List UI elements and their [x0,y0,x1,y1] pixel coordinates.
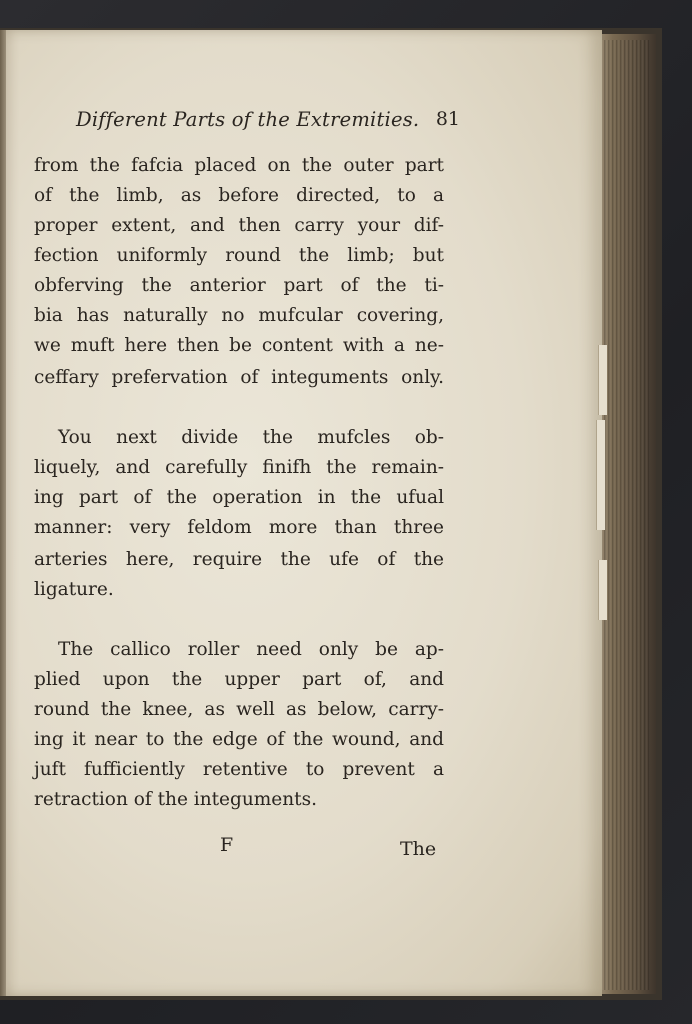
text-line: liquely, and carefully finifh the remain- [34,457,444,478]
text-line: arteries here, require the ufe of the [34,549,444,570]
page-edge-tab [598,560,607,620]
text-line: You next divide the mufcles ob- [58,427,444,448]
page-edge-tab [598,345,607,415]
running-title: Different Parts of the Extremities. [76,108,420,131]
text-line: round the knee, as well as below, carry- [34,699,444,720]
signature-mark: F [220,834,234,856]
page-edge-tab [596,420,605,530]
text-line: from the fafcia placed on the outer part [34,155,444,176]
text-line: ing it near to the edge of the wound, and [34,729,444,750]
text-line: The callico roller need only be ap- [58,639,444,660]
text-line: bia has naturally no mufcular covering, [34,305,444,326]
text-line: ligature. [34,579,114,600]
text-line: fection uniformly round the limb; but [34,245,444,266]
running-header [76,108,460,138]
text-line: ceffary prefervation of integuments only. [34,367,444,388]
page-number: 81 [435,108,460,130]
text-line: ing part of the operation in the ufual [34,487,444,508]
catchword: The [400,838,437,860]
text-line: retraction of the integuments. [34,789,317,810]
text-line: proper extent, and then carry your dif- [34,215,444,236]
text-line: manner: very feldom more than three [34,517,444,538]
text-line: plied upon the upper part of, and [34,669,444,690]
text-line: juft fufficiently retentive to prevent a [34,759,444,780]
text-line: obferving the anterior part of the ti- [34,275,444,296]
text-line: of the limb, as before directed, to a [34,185,444,206]
text-line: we muft here then be content with a ne- [34,335,444,356]
